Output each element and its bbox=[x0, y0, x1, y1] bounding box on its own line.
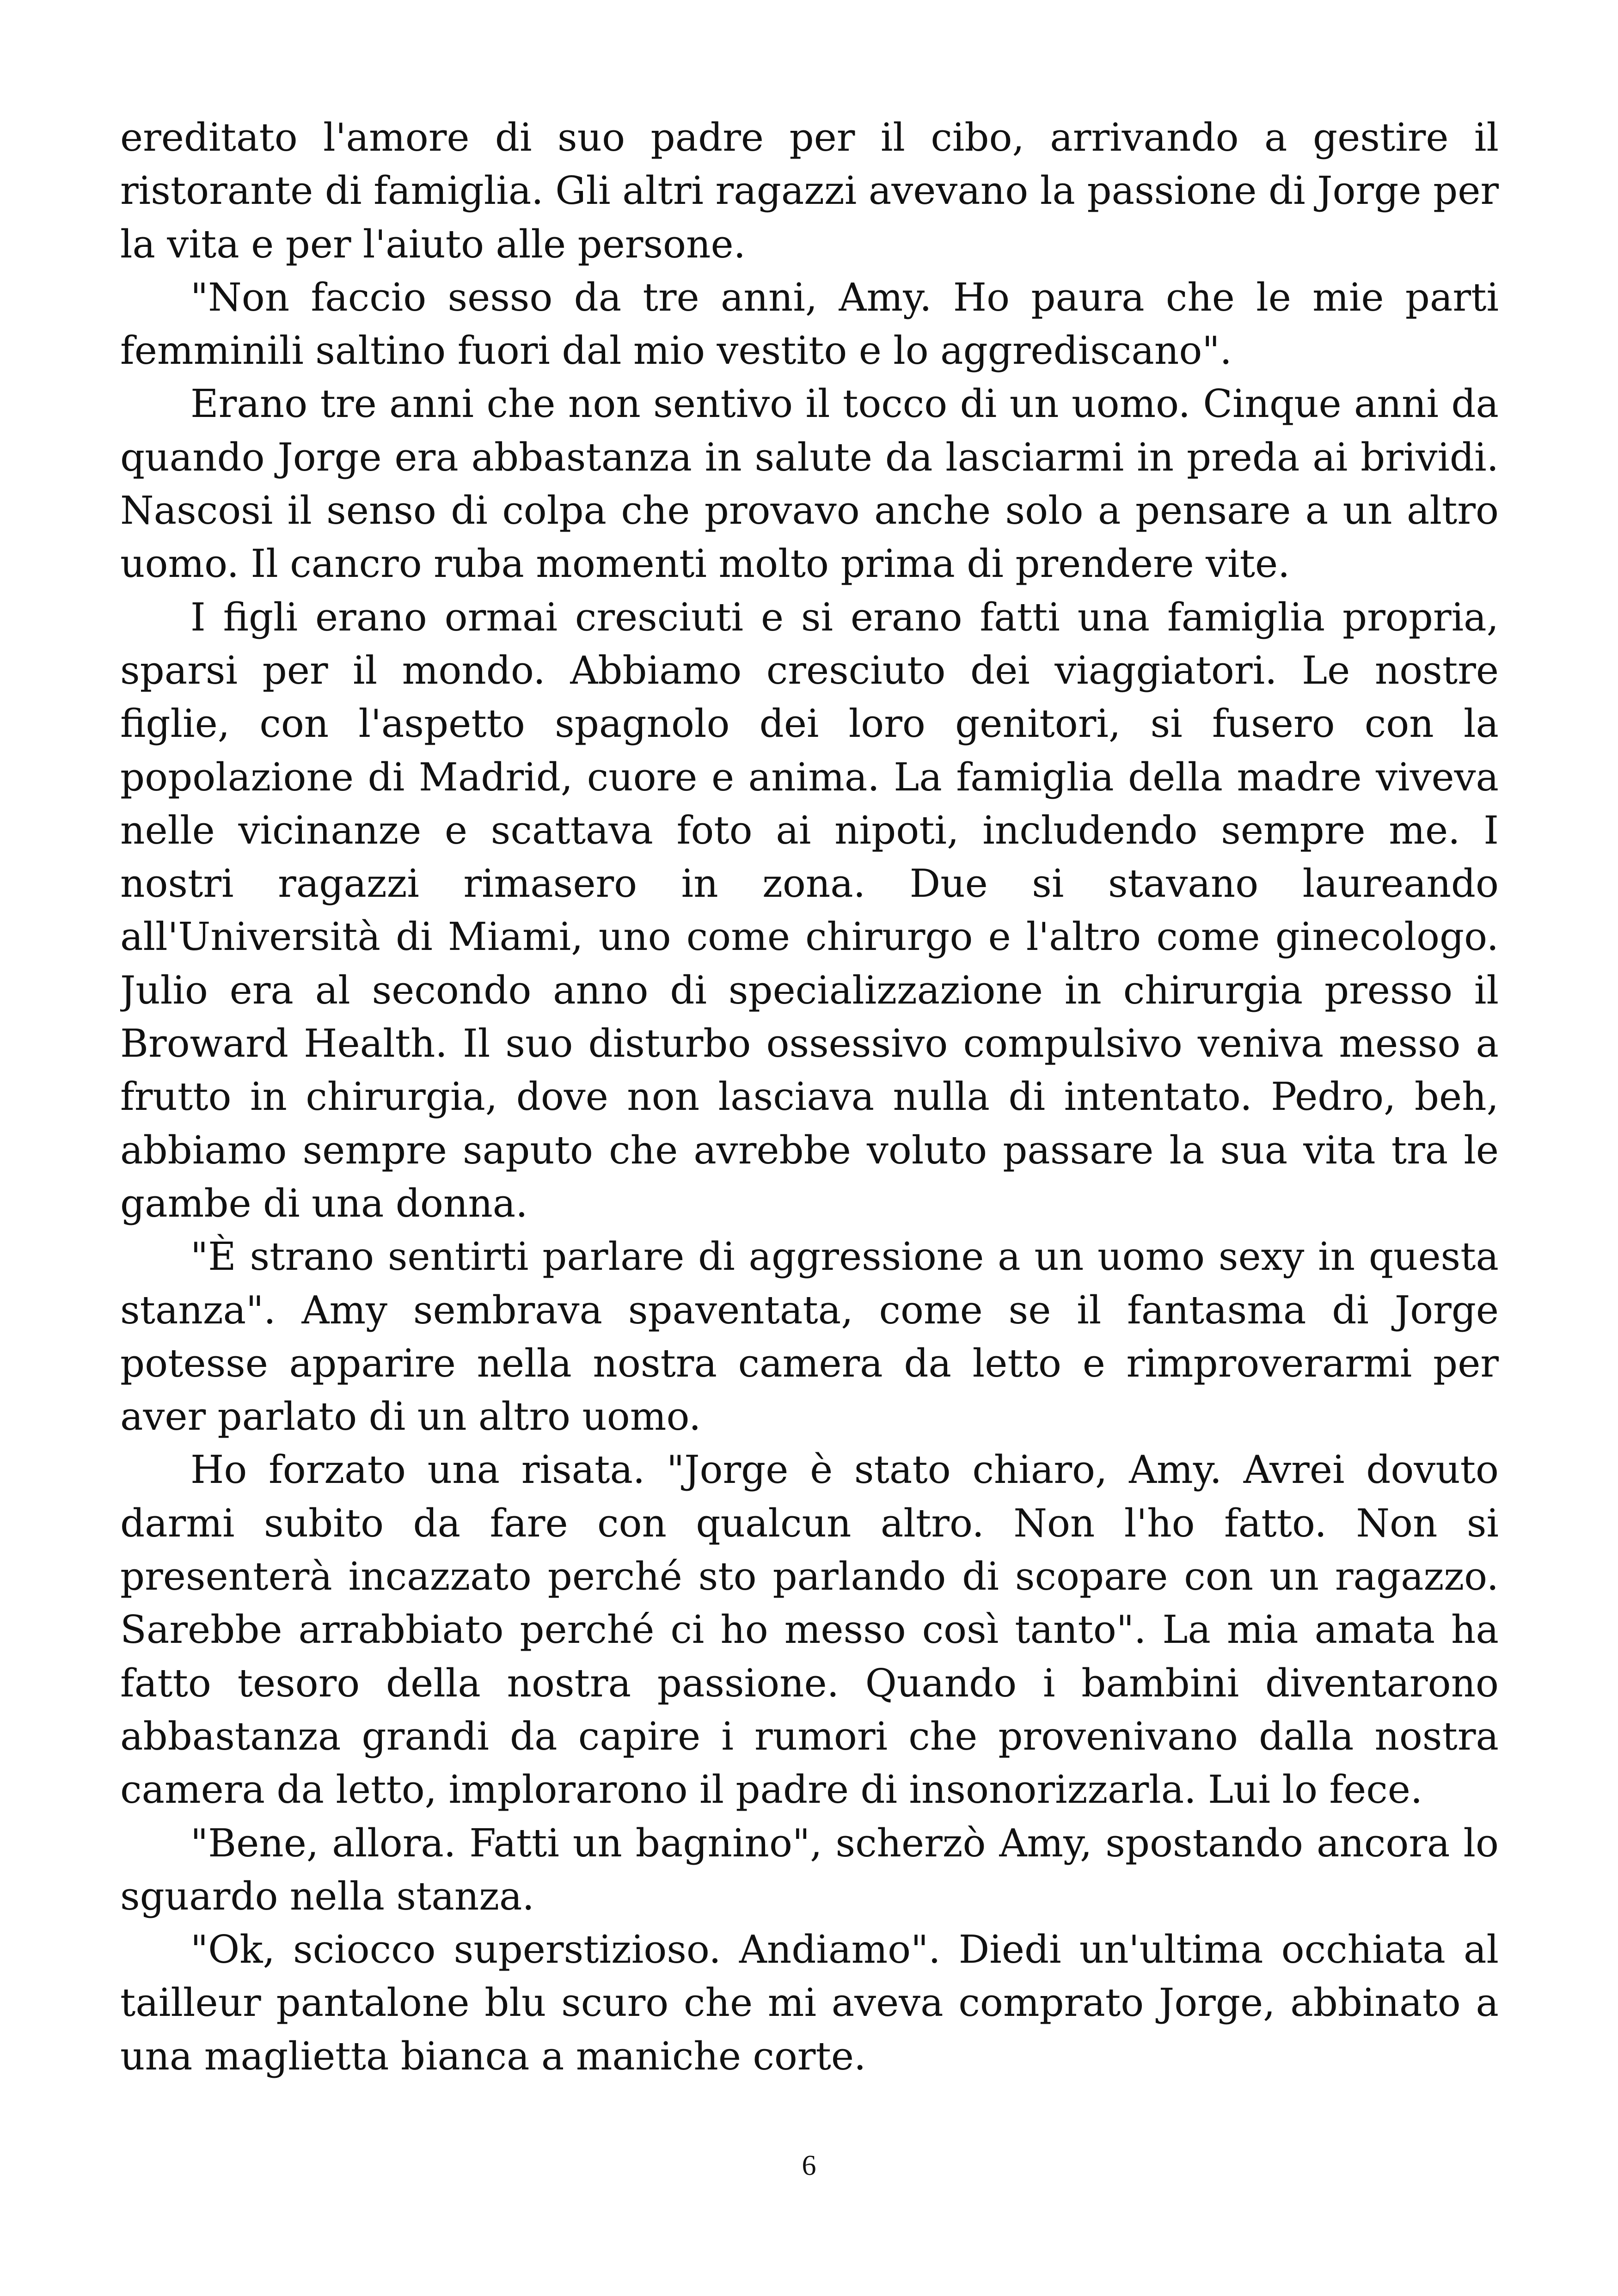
paragraph-8: "Ok, sciocco superstizioso. Andiamo". Diedi un'ultima occhiata al tailleur pantalone blu scuro che mi aveva comprato Jorge, abbinato a una maglietta bianca a maniche corte. bbox=[120, 1927, 1499, 2079]
paragraph-4: I figli erano ormai cresciuti e si erano fatti una famiglia propria, sparsi per il mondo. Abbiamo cresciuto dei viaggiatori. Le nostre figlie, con l'aspetto spagnolo dei loro genitori, si fusero con la popolazione di Madrid, cuore e anima. La famiglia della madre viveva nelle vicinanze e scattava foto ai nipoti, includendo sempre me. I nostri ragazzi rimasero in zona. Due si stavano laureando all'Università di Miami, uno come chirurgo e l'altro come ginecologo. Julio era al secondo anno di specializzazione in chirurgia presso il Broward Health. Il suo disturbo ossessivo compulsivo veniva messo a frutto in chirurgia, dove non lasciava nulla di intentato. Pedro, beh, abbiamo sempre saputo che avrebbe voluto passare la sua vita tra le gambe di una donna. bbox=[120, 594, 1499, 1226]
paragraph-3: Erano tre anni che non sentivo il tocco di un uomo. Cinque anni da quando Jorge era abbastanza in salute da lasciarmi in preda ai brividi. Nascosi il senso di colpa che provavo anche solo a pensare a un altro uomo. Il cancro ruba momenti molto prima di prendere vite. bbox=[120, 381, 1499, 587]
page-number: 6 bbox=[802, 2150, 816, 2181]
paragraph-5: "È strano sentirti parlare di aggressione a un uomo sexy in questa stanza". Amy sembrava spaventata, come se il fantasma di Jorge potesse apparire nella nostra camera da letto e rimproverarmi per aver parlato di un altro uomo. bbox=[120, 1234, 1499, 1439]
page-body bbox=[120, 111, 1499, 2173]
paragraph-6: Ho forzato una risata. "Jorge è stato chiaro, Amy. Avrei dovuto darmi subito da fare con qualcun altro. Non l'ho fatto. Non si presenterà incazzato perché sto parlando di scopare con un ragazzo. Sarebbe arrabbiato perché ci ho messo così tanto". La mia amata ha fatto tesoro della nostra passione. Quando i bambini diventarono abbastanza grandi da capire i rumori che provenivano dalla nostra camera da letto, implorarono il padre di insonorizzarla. Lui lo fece. bbox=[120, 1447, 1499, 1812]
paragraph-7: "Bene, allora. Fatti un bagnino", scherzò Amy, spostando ancora lo sguardo nella stanza. bbox=[120, 1820, 1499, 1919]
paragraph-1: ereditato l'amore di suo padre per il cibo, arrivando a gestire il ristorante di famiglia. Gli altri ragazzi avevano la passione di Jorge per la vita e per l'aiuto alle persone. bbox=[120, 115, 1499, 267]
paragraph-2: "Non faccio sesso da tre anni, Amy. Ho paura che le mie parti femminili saltino fuori dal mio vestito e lo aggrediscano". bbox=[120, 275, 1499, 373]
body-text bbox=[120, 111, 1499, 2083]
